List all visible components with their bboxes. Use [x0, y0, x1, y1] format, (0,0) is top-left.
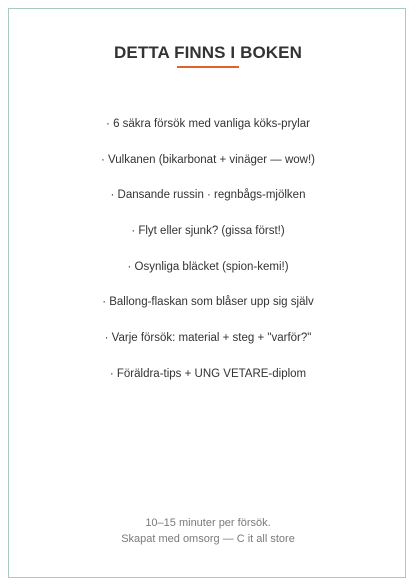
title-underline: [177, 66, 239, 68]
list-item: · 6 säkra försök med vanliga köks-prylar: [106, 118, 310, 130]
list-item: · Osynliga bläcket (spion-kemi!): [127, 260, 289, 273]
contents-list: [0, 116, 416, 402]
list-item: · Föräldra-tips + UNG VETARE-diplom: [109, 367, 307, 380]
list-item: · Flyt eller sjunk? (gissa först!): [131, 225, 285, 238]
list-item: · Ballong-flaskan som blåser upp sig själv: [102, 296, 314, 309]
footer: [0, 515, 416, 547]
list-item: · Vulkanen (bikarbonat + vinäger — wow!): [100, 153, 316, 166]
footer-credit: Skapat med omsorg — C it all store: [121, 533, 295, 545]
page-title: DETTA FINNS I BOKEN: [114, 43, 302, 62]
footer-duration-note: 10–15 minuter per försök.: [145, 517, 271, 529]
list-item: · Varje försök: material + steg + "varför?": [104, 332, 312, 345]
list-item: · Dansande russin · regnbågs-mjölken: [110, 189, 306, 202]
